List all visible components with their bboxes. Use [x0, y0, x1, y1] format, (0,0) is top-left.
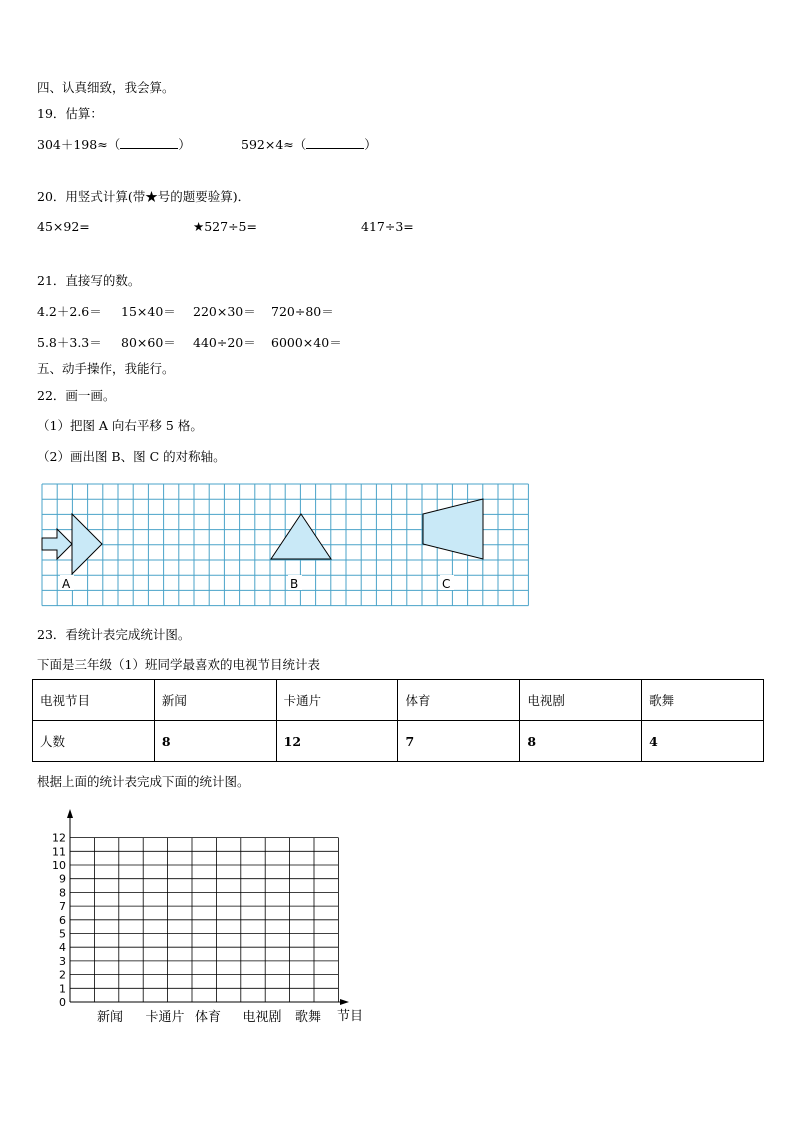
estimate-expression-1 — [37, 135, 191, 153]
vertical-calc-2: ★527÷5= — [193, 219, 257, 234]
x-category-label: 电视剧 — [242, 1010, 282, 1025]
estimate-expression-2 — [241, 135, 377, 153]
y-tick-label: 8 — [59, 886, 66, 900]
question-22-step-1: （1）把图 A 向右平移 5 格。 — [37, 418, 203, 433]
mental-calc-r1-3: 220×30＝ — [193, 304, 256, 319]
y-tick-label: 2 — [59, 968, 66, 982]
question-22-title: 22．画一画。 — [37, 388, 116, 403]
table-cell: 人数 — [33, 721, 155, 762]
answer-blank-2[interactable] — [306, 138, 364, 149]
table-data-row — [33, 721, 764, 762]
mental-calc-r1-1: 4.2＋2.6＝ — [37, 304, 102, 319]
figure-label-b: B — [290, 577, 299, 591]
y-tick-label: 12 — [52, 831, 66, 845]
table-cell: 电视节目 — [33, 680, 155, 721]
y-tick-label: 9 — [59, 872, 66, 886]
table-cell: 卡通片 — [276, 680, 398, 721]
estimate-1-text: 304＋198≈（ — [37, 137, 121, 152]
x-axis-label: 节目 — [337, 1009, 364, 1024]
mental-calc-r2-3: 440÷20＝ — [193, 335, 256, 350]
table-cell: 7 — [398, 721, 520, 762]
figure-b-triangle[interactable] — [271, 514, 331, 559]
mental-calc-r2-4: 6000×40＝ — [271, 335, 342, 350]
table-header-row — [33, 680, 764, 721]
section-5-heading: 五、动手操作，我能行。 — [37, 361, 175, 376]
table-cell: 8 — [154, 721, 276, 762]
y-tick-label: 7 — [59, 900, 66, 914]
figure-c-trapezoid[interactable] — [423, 499, 483, 559]
y-tick-label: 3 — [59, 954, 66, 968]
chart-grid — [70, 838, 338, 1002]
answer-blank-1[interactable] — [120, 138, 178, 149]
table-cell: 体育 — [398, 680, 520, 721]
y-axis-arrow — [67, 809, 73, 818]
question-23-title: 23．看统计表完成统计图。 — [37, 627, 191, 642]
table-cell: 4 — [642, 721, 764, 762]
mental-calc-r2-1: 5.8＋3.3＝ — [37, 335, 102, 350]
table-cell: 歌舞 — [642, 680, 764, 721]
chart-y-ticks — [52, 832, 66, 1009]
estimate-2-close: ） — [364, 137, 377, 152]
x-axis-arrow — [340, 999, 349, 1005]
stats-table — [32, 679, 764, 762]
question-21-title: 21．直接写的数。 — [37, 273, 141, 288]
table-cell: 12 — [276, 721, 398, 762]
estimate-1-close: ） — [178, 137, 191, 152]
vertical-calc-3: 417÷3= — [361, 219, 414, 234]
bar-chart[interactable] — [40, 805, 380, 1035]
question-19-title: 19．估算： — [37, 106, 103, 121]
x-category-label: 体育 — [194, 1010, 222, 1025]
vertical-calc-1: 45×92= — [37, 219, 90, 234]
figure-label-a: A — [62, 577, 71, 591]
table-caption: 下面是三年级（1）班同学最喜欢的电视节目统计表 — [37, 657, 320, 672]
figure-label-c: C — [442, 577, 451, 591]
chart-x-categories — [97, 1009, 321, 1025]
y-tick-label: 5 — [59, 927, 66, 941]
table-cell: 电视剧 — [520, 680, 642, 721]
y-tick-label: 0 — [59, 996, 66, 1009]
table-cell: 8 — [520, 721, 642, 762]
question-20-title: 20．用竖式计算(带★号的题要验算)． — [37, 189, 251, 204]
chart-instruction: 根据上面的统计表完成下面的统计图。 — [37, 774, 250, 789]
y-tick-label: 4 — [59, 941, 66, 955]
mental-calc-r1-4: 720÷80＝ — [271, 304, 334, 319]
mental-calc-r2-2: 80×60＝ — [121, 335, 176, 350]
estimate-2-text: 592×4≈（ — [241, 137, 307, 152]
figure-a-arrow-head[interactable] — [72, 514, 102, 574]
y-tick-label: 6 — [59, 913, 66, 927]
x-category-label: 卡通片 — [145, 1010, 185, 1025]
x-category-label: 歌舞 — [294, 1010, 322, 1025]
geometry-grid[interactable] — [40, 482, 530, 607]
y-tick-label: 10 — [52, 859, 66, 872]
y-tick-label: 1 — [59, 982, 66, 996]
question-22-step-2: （2）画出图 B、图 C 的对称轴。 — [37, 449, 226, 464]
figure-a-arrow-tail[interactable] — [42, 529, 72, 559]
x-category-label: 新闻 — [96, 1010, 124, 1025]
mental-calc-r1-2: 15×40＝ — [121, 304, 176, 319]
table-cell: 新闻 — [154, 680, 276, 721]
y-tick-label: 11 — [52, 845, 66, 859]
section-4-heading: 四、认真细致，我会算。 — [37, 80, 175, 95]
